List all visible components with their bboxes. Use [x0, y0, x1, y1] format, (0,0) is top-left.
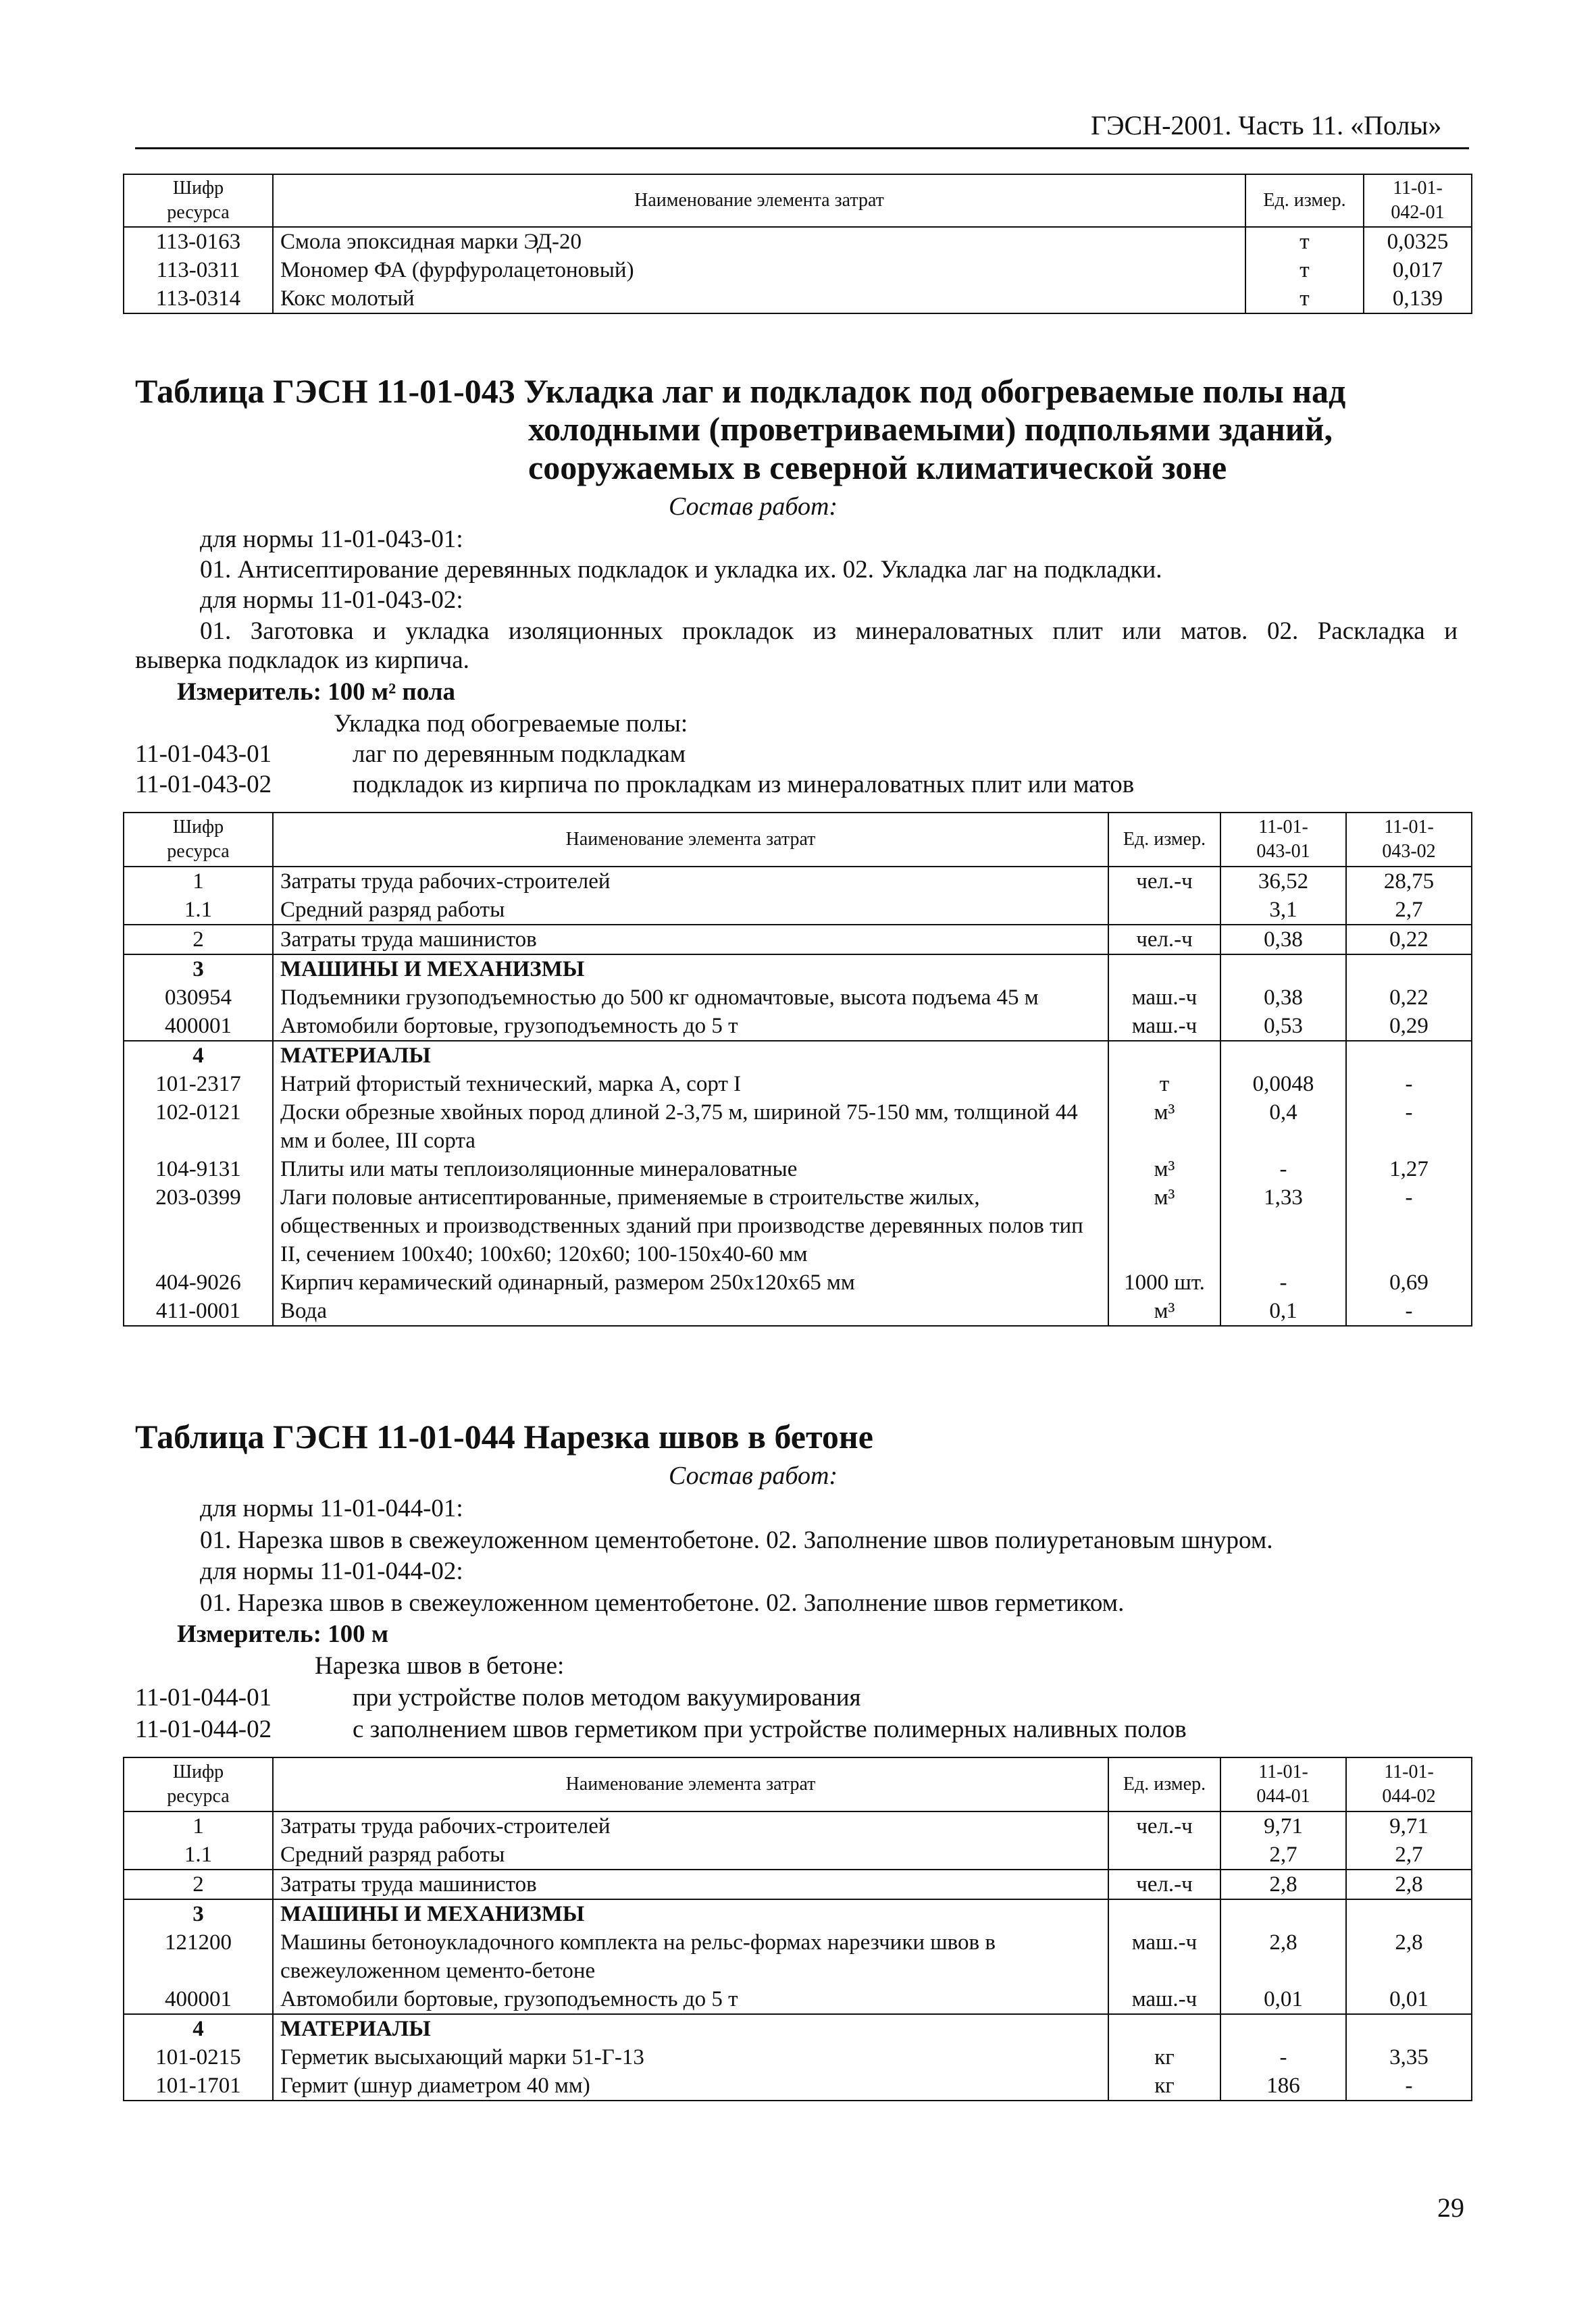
- col-head-code: Шифр ресурса: [124, 174, 273, 227]
- cell-unit: маш.-ч: [1108, 1012, 1220, 1041]
- cell-name: МАТЕРИАЛЫ: [273, 1041, 1108, 1070]
- table-row: [124, 1012, 1472, 1041]
- cell-v1: 0,0325: [1364, 227, 1472, 256]
- cell-name: Затраты труда рабочих-строителей: [273, 867, 1108, 896]
- cell-name: Натрий фтористый технический, марка А, сорт I: [273, 1070, 1108, 1098]
- table-row: [124, 1155, 1472, 1183]
- work-line: 01. Антисептирование деревянных подкладок и укладка их. 02. Укладка лаг на подкладки.: [200, 556, 1162, 584]
- cell-v2: [1346, 1041, 1472, 1070]
- cell-v1: 36,52: [1220, 867, 1346, 896]
- cell-v1: [1220, 954, 1346, 983]
- table-row: [124, 227, 1472, 256]
- cell-unit: маш.-ч: [1108, 1985, 1220, 2014]
- cell-v1: 0,139: [1364, 284, 1472, 313]
- work-line: 01. Нарезка швов в свежеуложенном цементобетоне. 02. Заполнение швов полиуретановым шнуром.: [200, 1526, 1273, 1554]
- cell-v2: [1346, 954, 1472, 983]
- cell-v1: 0,53: [1220, 1012, 1346, 1041]
- cell-name: Затраты труда рабочих-строителей: [273, 1811, 1108, 1841]
- cell-code: 411-0001: [124, 1297, 273, 1326]
- table-row: [124, 1070, 1472, 1098]
- cell-unit: [1108, 1841, 1220, 1870]
- cell-v2: 9,71: [1346, 1811, 1472, 1841]
- cell-v2: -: [1346, 1070, 1472, 1098]
- work-heading: Состав работ:: [669, 492, 838, 521]
- cell-name: Вода: [273, 1297, 1108, 1326]
- cell-name: Доски обрезные хвойных пород длиной 2-3,75 м, шириной 75-150 мм, толщиной 44 мм и более, III сорта: [273, 1098, 1108, 1155]
- cell-code: 030954: [124, 983, 273, 1012]
- work-line: 01. Нарезка швов в свежеуложенном цементобетоне. 02. Заполнение швов герметиком.: [200, 1589, 1125, 1617]
- cell-v2: -: [1346, 2072, 1472, 2101]
- norms-caption: Укладка под обогреваемые полы:: [334, 710, 688, 738]
- cell-name: Автомобили бортовые, грузоподъемность до 5 т: [273, 1985, 1108, 2014]
- table-row: [124, 284, 1472, 313]
- table-title-044: Таблица ГЭСН 11-01-044 Нарезка швов в бетоне: [135, 1418, 873, 1456]
- cell-name: Затраты труда машинистов: [273, 1870, 1108, 1899]
- cell-unit: т: [1245, 256, 1364, 284]
- cell-code: 1.1: [124, 1841, 273, 1870]
- cell-unit: [1108, 896, 1220, 925]
- norm-code: 11-01-043-02: [135, 771, 272, 798]
- norm-ref-line: для нормы 11-01-044-01:: [200, 1495, 463, 1522]
- cell-v2: -: [1346, 1098, 1472, 1155]
- cell-code: 1.1: [124, 896, 273, 925]
- cell-v1: 0,38: [1220, 983, 1346, 1012]
- table-row: [124, 1183, 1472, 1268]
- cell-v1: 186: [1220, 2072, 1346, 2101]
- cell-code: 404-9026: [124, 1268, 273, 1297]
- norm-code: 11-01-043-01: [135, 740, 272, 768]
- table-row: [124, 954, 1472, 983]
- cell-name: Лаги половые антисептированные, применяемые в строительстве жилых, общественных и производственных зданий при производстве деревянных полов тип II, сечением 100х40; 100х60; 120х60; 100-150х40-60 мм: [273, 1183, 1108, 1268]
- table-row: [124, 867, 1472, 896]
- cell-unit: [1108, 954, 1220, 983]
- cell-v1: 2,7: [1220, 1841, 1346, 1870]
- work-heading: Состав работ:: [669, 1462, 838, 1490]
- cell-name: Герметик высыхающий марки 51-Г-13: [273, 2043, 1108, 2072]
- cell-unit: чел.-ч: [1108, 1811, 1220, 1841]
- cell-unit: м³: [1108, 1183, 1220, 1268]
- cell-name: Мономер ФА (фурфуролацетоновый): [273, 256, 1245, 284]
- norm-description: подкладок из кирпича по прокладкам из минераловатных плит или матов: [353, 771, 1135, 798]
- cell-unit: т: [1245, 284, 1364, 313]
- table-row: [124, 925, 1472, 954]
- page-number: 29: [1437, 2192, 1464, 2223]
- cell-unit: т: [1245, 227, 1364, 256]
- cell-v2: 0,69: [1346, 1268, 1472, 1297]
- cell-code: 1: [124, 1811, 273, 1841]
- table-row: [124, 1985, 1472, 2014]
- cell-code: 2: [124, 925, 273, 954]
- table-row: [124, 1870, 1472, 1899]
- cell-v1: 9,71: [1220, 1811, 1346, 1841]
- table-row: [124, 2072, 1472, 2101]
- norms-caption: Нарезка швов в бетоне:: [315, 1652, 565, 1680]
- col-head-norm: 11-01- 044-01: [1220, 1757, 1346, 1811]
- cell-unit: м³: [1108, 1098, 1220, 1155]
- table-row: [124, 896, 1472, 925]
- table-row: [124, 1811, 1472, 1841]
- col-head-name: Наименование элемента затрат: [273, 813, 1108, 867]
- cell-code: 1: [124, 867, 273, 896]
- cell-code: 121200: [124, 1928, 273, 1985]
- norm-code: 11-01-044-01: [135, 1684, 272, 1712]
- running-header: ГЭСН-2001. Часть 11. «Полы»: [1091, 110, 1442, 140]
- cell-unit: т: [1108, 1070, 1220, 1098]
- meter-line: Измеритель: 100 м: [177, 1620, 389, 1648]
- cell-name: Средний разряд работы: [273, 896, 1108, 925]
- cell-code: 203-0399: [124, 1183, 273, 1268]
- cell-v2: 0,01: [1346, 1985, 1472, 2014]
- table-row: [124, 983, 1472, 1012]
- col-head-norm: 11-01- 043-02: [1346, 813, 1472, 867]
- col-head-norm: 11-01- 042-01: [1364, 174, 1472, 227]
- cost-table-043: [123, 812, 1472, 1327]
- cell-v1: [1220, 2014, 1346, 2043]
- cell-v2: 2,7: [1346, 1841, 1472, 1870]
- cell-name: Смола эпоксидная марки ЭД-20: [273, 227, 1245, 256]
- cell-v2: -: [1346, 1297, 1472, 1326]
- norm-code: 11-01-044-02: [135, 1716, 272, 1743]
- cell-v2: 1,27: [1346, 1155, 1472, 1183]
- work-line: 01. Заготовка и укладка изоляционных прокладок из минераловатных плит или матов. 02. Раскладка и: [200, 617, 1458, 645]
- cell-code: 400001: [124, 1012, 273, 1041]
- cell-name: Затраты труда машинистов: [273, 925, 1108, 954]
- cell-code: 4: [124, 2014, 273, 2043]
- cell-name: Гермит (шнур диаметром 40 мм): [273, 2072, 1108, 2101]
- cell-unit: м³: [1108, 1155, 1220, 1183]
- cell-v1: 0,01: [1220, 1985, 1346, 2014]
- cell-v1: 0,017: [1364, 256, 1472, 284]
- cell-v2: 0,22: [1346, 983, 1472, 1012]
- cell-name: МАШИНЫ И МЕХАНИЗМЫ: [273, 1899, 1108, 1928]
- cell-v1: 1,33: [1220, 1183, 1346, 1268]
- cell-v2: 2,8: [1346, 1870, 1472, 1899]
- table-row: [124, 1041, 1472, 1070]
- cell-name: Подъемники грузоподъемностью до 500 кг одномачтовые, высота подъема 45 м: [273, 983, 1108, 1012]
- cell-unit: [1108, 1899, 1220, 1928]
- cell-v1: 2,8: [1220, 1928, 1346, 1985]
- cost-table-042: [123, 174, 1472, 314]
- cell-v1: [1220, 1041, 1346, 1070]
- cell-code: 113-0163: [124, 227, 273, 256]
- cell-v1: -: [1220, 1155, 1346, 1183]
- cell-unit: маш.-ч: [1108, 1928, 1220, 1985]
- cell-v1: 3,1: [1220, 896, 1346, 925]
- cell-v1: 0,38: [1220, 925, 1346, 954]
- table-row: [124, 1098, 1472, 1155]
- cell-v2: 3,35: [1346, 2043, 1472, 2072]
- cell-name: Плиты или маты теплоизоляционные минераловатные: [273, 1155, 1108, 1183]
- cell-unit: чел.-ч: [1108, 925, 1220, 954]
- cell-v1: 2,8: [1220, 1870, 1346, 1899]
- cost-table-044: [123, 1757, 1472, 2101]
- cell-v2: 0,22: [1346, 925, 1472, 954]
- cell-unit: м³: [1108, 1297, 1220, 1326]
- cell-v1: -: [1220, 1268, 1346, 1297]
- cell-code: 101-1701: [124, 2072, 273, 2101]
- cell-name: Автомобили бортовые, грузоподъемность до 5 т: [273, 1012, 1108, 1041]
- cell-unit: чел.-ч: [1108, 1870, 1220, 1899]
- norm-description: с заполнением швов герметиком при устройстве полимерных наливных полов: [353, 1716, 1187, 1743]
- cell-code: 2: [124, 1870, 273, 1899]
- cell-unit: кг: [1108, 2072, 1220, 2101]
- cell-v1: 0,4: [1220, 1098, 1346, 1155]
- col-head-unit: Ед. измер.: [1108, 813, 1220, 867]
- work-line: выверка подкладок из кирпича.: [135, 646, 469, 674]
- cell-v2: [1346, 2014, 1472, 2043]
- cell-code: 400001: [124, 1985, 273, 2014]
- table-title-043-line3: сооружаемых в северной климатической зоне: [528, 448, 1227, 486]
- norm-ref-line: для нормы 11-01-044-02:: [200, 1558, 463, 1585]
- table-title-043-line2: холодными (проветриваемыми) подпольями зданий,: [528, 410, 1333, 448]
- cell-unit: чел.-ч: [1108, 867, 1220, 896]
- cell-v1: [1220, 1899, 1346, 1928]
- cell-name: Средний разряд работы: [273, 1841, 1108, 1870]
- norm-ref-line: для нормы 11-01-043-01:: [200, 525, 463, 553]
- cell-name: Кокс молотый: [273, 284, 1245, 313]
- col-head-unit: Ед. измер.: [1108, 1757, 1220, 1811]
- cell-code: 101-0215: [124, 2043, 273, 2072]
- cell-code: 3: [124, 954, 273, 983]
- cell-v2: 0,29: [1346, 1012, 1472, 1041]
- table-row: [124, 1268, 1472, 1297]
- meter-line: Измеритель: 100 м² пола: [177, 678, 456, 706]
- col-head-norm: 11-01- 043-01: [1220, 813, 1346, 867]
- col-head-code: Шифр ресурса: [124, 1757, 273, 1811]
- cell-name: МАШИНЫ И МЕХАНИЗМЫ: [273, 954, 1108, 983]
- header-rule: [135, 147, 1469, 149]
- cell-unit: 1000 шт.: [1108, 1268, 1220, 1297]
- norm-description: при устройстве полов методом вакуумирования: [353, 1684, 861, 1712]
- cell-name: Машины бетоноукладочного комплекта на рельс-формах нарезчики швов в свежеуложенном цементо-бетоне: [273, 1928, 1108, 1985]
- table-row: [124, 2014, 1472, 2043]
- cell-v1: -: [1220, 2043, 1346, 2072]
- cell-unit: [1108, 2014, 1220, 2043]
- norm-ref-line: для нормы 11-01-043-02:: [200, 586, 463, 614]
- cell-v2: [1346, 1899, 1472, 1928]
- cell-name: Кирпич керамический одинарный, размером 250х120х65 мм: [273, 1268, 1108, 1297]
- cell-name: МАТЕРИАЛЫ: [273, 2014, 1108, 2043]
- table-title-043-line1: Таблица ГЭСН 11-01-043 Укладка лаг и подкладок под обогреваемые полы над: [135, 372, 1346, 410]
- norm-description: лаг по деревянным подкладкам: [353, 740, 686, 768]
- col-head-unit: Ед. измер.: [1245, 174, 1364, 227]
- table-row: [124, 1297, 1472, 1326]
- cell-unit: кг: [1108, 2043, 1220, 2072]
- cell-v2: 2,7: [1346, 896, 1472, 925]
- cell-code: 113-0311: [124, 256, 273, 284]
- cell-v1: 0,0048: [1220, 1070, 1346, 1098]
- col-head-name: Наименование элемента затрат: [273, 1757, 1108, 1811]
- table-row: [124, 1841, 1472, 1870]
- table-row: [124, 256, 1472, 284]
- table-row: [124, 1928, 1472, 1985]
- cell-code: 3: [124, 1899, 273, 1928]
- cell-v2: -: [1346, 1183, 1472, 1268]
- cell-code: 101-2317: [124, 1070, 273, 1098]
- table-row: [124, 1899, 1472, 1928]
- cell-code: 104-9131: [124, 1155, 273, 1183]
- cell-v2: 2,8: [1346, 1928, 1472, 1985]
- cell-code: 102-0121: [124, 1098, 273, 1155]
- cell-v1: 0,1: [1220, 1297, 1346, 1326]
- col-head-norm: 11-01- 044-02: [1346, 1757, 1472, 1811]
- cell-v2: 28,75: [1346, 867, 1472, 896]
- cell-code: 4: [124, 1041, 273, 1070]
- col-head-code: Шифр ресурса: [124, 813, 273, 867]
- cell-unit: маш.-ч: [1108, 983, 1220, 1012]
- cell-code: 113-0314: [124, 284, 273, 313]
- cell-unit: [1108, 1041, 1220, 1070]
- col-head-name: Наименование элемента затрат: [273, 174, 1245, 227]
- table-row: [124, 2043, 1472, 2072]
